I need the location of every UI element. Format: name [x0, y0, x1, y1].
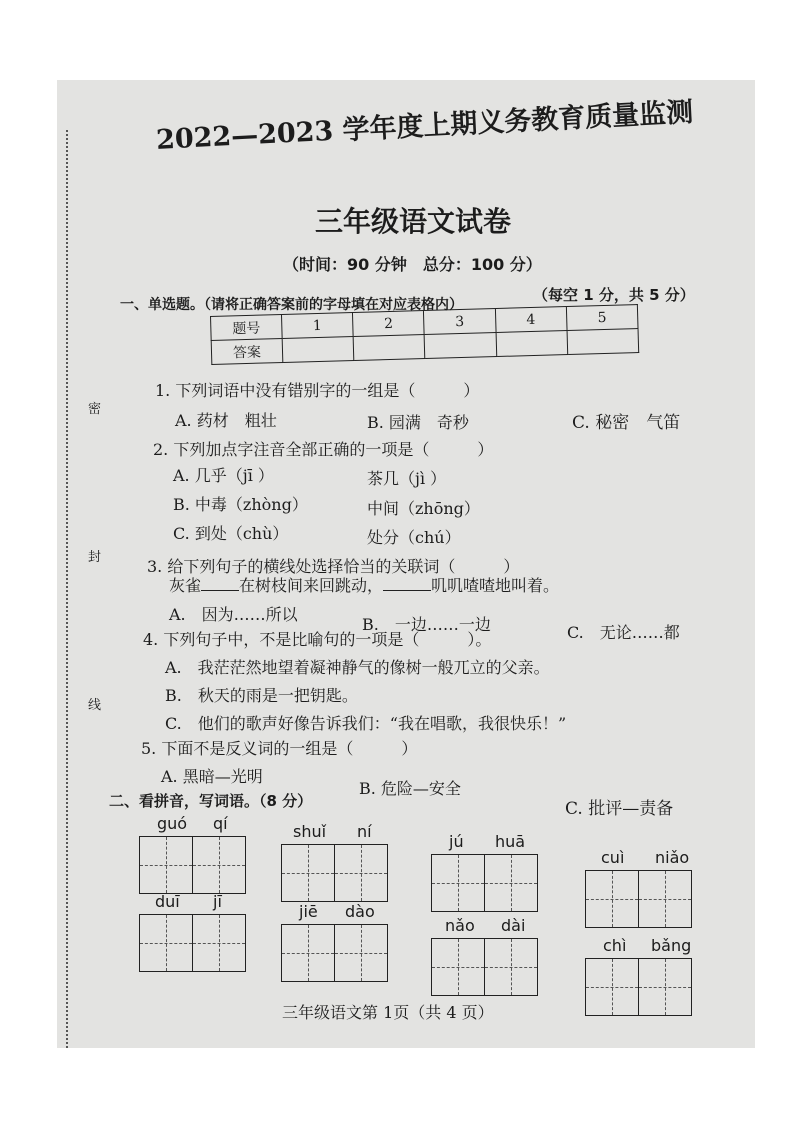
grid-cell[interactable] [282, 925, 335, 981]
pinyin-5a: duī [155, 892, 180, 911]
grid-cell[interactable] [485, 855, 537, 911]
time-info: （时间：90 分钟 总分：100 分） [283, 255, 542, 274]
grid-cell[interactable] [586, 959, 639, 1015]
word-group-1 [139, 814, 251, 894]
section2-heading: 二、看拼音，写词语。（8 分） [109, 792, 313, 810]
question-2-stem: 2. 下列加点字注音全部正确的一项是（ ） [153, 440, 494, 459]
question-5-stem: 5. 下面不是反义词的一组是（ ） [141, 739, 418, 758]
binding-mark-xian: 线 [88, 692, 101, 715]
exam-subtitle: 三年级语文试卷 [315, 205, 512, 238]
pinyin-4a: cuì [601, 848, 625, 867]
question-2-option-c: C. 到处（chù） [173, 524, 289, 543]
question-4-option-c: C. 他们的歌声好像告诉我们：“我在唱歌，我很快乐！” [165, 714, 567, 733]
answer-table [210, 304, 639, 365]
question-2-option-c-pair: 处分（chú） [367, 528, 461, 547]
question-5-option-c: C. 批评—责备 [565, 799, 674, 819]
question-1-option-c: C. 秘密 气笛 [572, 413, 681, 433]
sentence-part-3: 叽叽喳喳地叫着。 [431, 576, 560, 595]
table-number-5: 5 [566, 305, 638, 331]
table-number-2: 2 [353, 311, 425, 337]
question-2-option-a-pair: 茶几（jì ） [367, 469, 447, 488]
word-group-4 [585, 848, 697, 928]
table-number-3: 3 [424, 309, 496, 335]
question-2-option-a: A. 几乎（jī ） [173, 466, 274, 485]
question-2-option-b-pair: 中间（zhōng） [367, 499, 480, 518]
grid-cell[interactable] [140, 837, 193, 893]
question-3-stem: 3. 给下列句子的横线处选择恰当的关联词（ ） [147, 557, 520, 576]
pinyin-2a: shuǐ [293, 822, 327, 841]
writing-grid-6[interactable] [281, 924, 388, 982]
word-group-2 [281, 822, 393, 902]
question-2-option-b: B. 中毒（zhòng） [173, 495, 308, 514]
pinyin-2b: ní [357, 822, 372, 841]
pinyin-7a: nǎo [445, 916, 475, 935]
question-4-stem: 4. 下列句子中，不是比喻句的一项是（ ）。 [143, 630, 492, 649]
exam-title: 2022—2023 学年度上期义务教育质量监测 [155, 96, 694, 157]
question-3-option-b: B. 一边……一边 [362, 615, 491, 634]
writing-grid-4[interactable] [585, 870, 692, 928]
writing-grid-7[interactable] [431, 938, 538, 996]
pinyin-5b: jī [213, 892, 222, 911]
writing-grid-8[interactable] [585, 958, 692, 1016]
question-5-option-a: A. 黑暗—光明 [161, 767, 263, 786]
grid-cell[interactable] [335, 845, 387, 901]
word-group-6 [281, 902, 393, 982]
sentence-part-1: 灰雀 [169, 576, 202, 595]
pinyin-4b: niǎo [655, 848, 690, 867]
pinyin-7b: dài [501, 916, 526, 935]
table-row2-label: 答案 [211, 338, 283, 364]
word-group-5 [139, 892, 251, 972]
answer-cell-3[interactable] [424, 333, 496, 359]
grid-cell[interactable] [335, 925, 387, 981]
question-5-option-b: B. 危险—安全 [359, 779, 461, 798]
grid-cell[interactable] [282, 845, 335, 901]
question-3-option-c: C. 无论……都 [567, 623, 680, 642]
pinyin-3b: huā [495, 832, 526, 851]
writing-grid-1[interactable] [139, 836, 246, 894]
word-group-7 [431, 916, 543, 996]
exam-sheet [57, 80, 755, 1048]
grid-cell[interactable] [586, 871, 639, 927]
grid-cell[interactable] [639, 959, 691, 1015]
binding-mark-mi: 密 [88, 396, 101, 419]
blank-1[interactable] [201, 590, 239, 591]
page-footer: 三年级语文第 1页（共 4 页） [282, 1003, 494, 1022]
answer-cell-1[interactable] [282, 337, 354, 363]
pinyin-1b: qí [213, 814, 228, 833]
grid-cell[interactable] [140, 915, 193, 971]
pinyin-6a: jiē [299, 902, 318, 921]
binding-mark-feng: 封 [88, 544, 101, 567]
grid-cell[interactable] [432, 939, 485, 995]
question-1-option-b: B. 园满 奇秒 [367, 413, 469, 432]
pinyin-6b: dào [345, 902, 375, 921]
pinyin-1a: guó [157, 814, 188, 833]
question-3-option-a: A. 因为……所以 [169, 605, 298, 624]
sentence-part-2: 在树枝间来回跳动， [239, 576, 384, 595]
grid-cell[interactable] [432, 855, 485, 911]
question-1-option-a: A. 药材 粗壮 [175, 411, 277, 430]
writing-grid-2[interactable] [281, 844, 388, 902]
answer-cell-5[interactable] [567, 329, 639, 355]
section1-heading: 一、单选题。（请将正确答案前的字母填在对应表格内） [120, 297, 463, 313]
table-number-4: 4 [495, 307, 567, 333]
word-group-3 [431, 832, 543, 912]
grid-cell[interactable] [193, 837, 245, 893]
question-4-option-b: B. 秋天的雨是一把钥匙。 [165, 686, 358, 705]
binding-dotted-line [66, 130, 68, 1048]
section1-score: （每空 1 分，共 5 分） [533, 286, 695, 304]
answer-cell-2[interactable] [353, 335, 425, 361]
pinyin-3a: jú [449, 832, 464, 851]
grid-cell[interactable] [639, 871, 691, 927]
word-group-8 [585, 936, 697, 1016]
question-1-stem: 1. 下列词语中没有错别字的一组是（ ） [155, 381, 480, 400]
table-number-1: 1 [281, 313, 353, 339]
grid-cell[interactable] [485, 939, 537, 995]
question-4-option-a: A. 我茫茫然地望着凝神静气的像树一般兀立的父亲。 [165, 658, 550, 677]
grid-cell[interactable] [193, 915, 245, 971]
blank-2[interactable] [383, 590, 431, 591]
writing-grid-3[interactable] [431, 854, 538, 912]
table-row1-label: 题号 [211, 315, 283, 341]
question-3-sentence [169, 573, 559, 596]
answer-cell-4[interactable] [496, 331, 568, 357]
writing-grid-5[interactable] [139, 914, 246, 972]
pinyin-8b: bǎng [651, 936, 692, 955]
pinyin-8a: chì [603, 936, 627, 955]
